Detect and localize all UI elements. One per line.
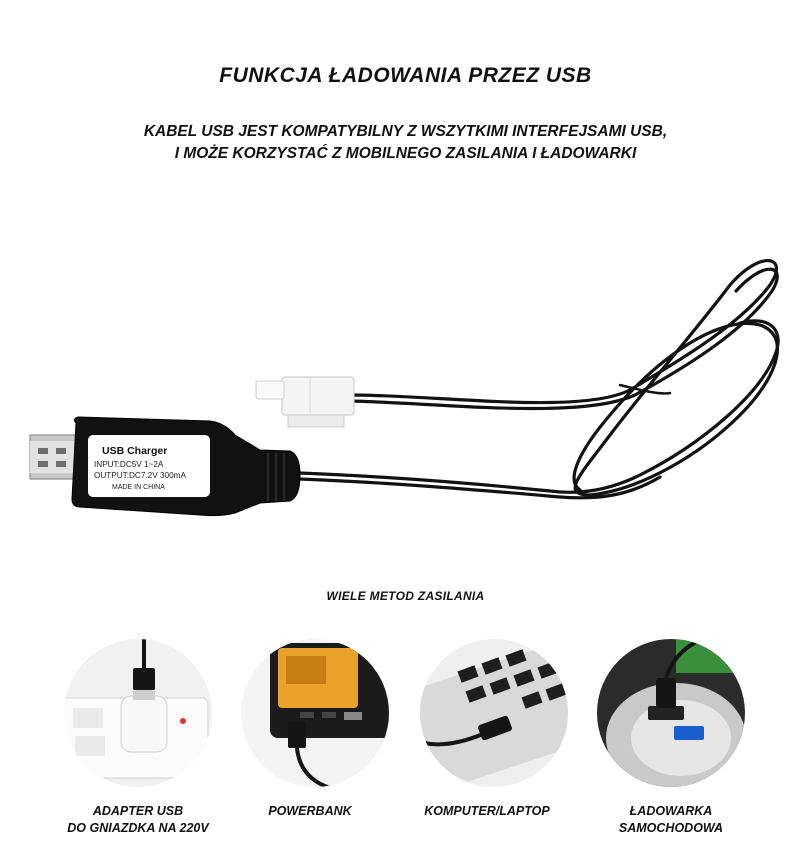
jst-connector bbox=[256, 377, 354, 427]
method-caption-laptop bbox=[392, 803, 582, 820]
caption-line: ŁADOWARKA bbox=[629, 804, 713, 818]
method-car-charger bbox=[596, 638, 746, 788]
car-charger-icon bbox=[596, 638, 746, 788]
wall-adapter-icon bbox=[63, 638, 213, 788]
method-caption-wall-adapter bbox=[43, 803, 233, 837]
page-title: FUNKCJA ŁADOWANIA PRZEZ USB bbox=[219, 64, 592, 87]
method-laptop bbox=[419, 638, 569, 788]
caption-line: POWERBANK bbox=[268, 804, 352, 818]
methods-section-title: WIELE METOD ZASILANIA bbox=[326, 589, 485, 603]
subtitle-line-2: I MOŻE KORZYSTAĆ Z MOBILNEGO ZASILANIA I ŁADOWARKI bbox=[174, 145, 637, 162]
caption-line: SAMOCHODOWA bbox=[618, 821, 724, 835]
label-output: OUTPUT:DC7.2V 300mA bbox=[94, 471, 186, 480]
method-powerbank bbox=[240, 638, 390, 788]
caption-line: KOMPUTER/LAPTOP bbox=[424, 804, 550, 818]
method-wall-adapter bbox=[63, 638, 213, 788]
label-origin: MADE IN CHINA bbox=[112, 484, 165, 491]
caption-line: ADAPTER USB bbox=[92, 804, 184, 818]
label-input: INPUT:DC5V 1~2A bbox=[94, 460, 164, 469]
page-subtitle bbox=[0, 121, 811, 165]
subtitle-line-1: KABEL USB JEST KOMPATYBILNY Z WSZYTKIMI INTERFEJSAMI USB, bbox=[143, 123, 668, 140]
laptop-icon bbox=[419, 638, 569, 788]
method-caption-car-charger bbox=[576, 803, 766, 837]
usb-charger-cable-image bbox=[20, 245, 800, 535]
usb-plug bbox=[30, 435, 80, 479]
caption-line: DO GNIAZDKA NA 220V bbox=[67, 821, 209, 835]
method-caption-powerbank bbox=[215, 803, 405, 820]
label-title: USB Charger bbox=[102, 445, 168, 457]
powerbank-icon bbox=[240, 638, 390, 788]
